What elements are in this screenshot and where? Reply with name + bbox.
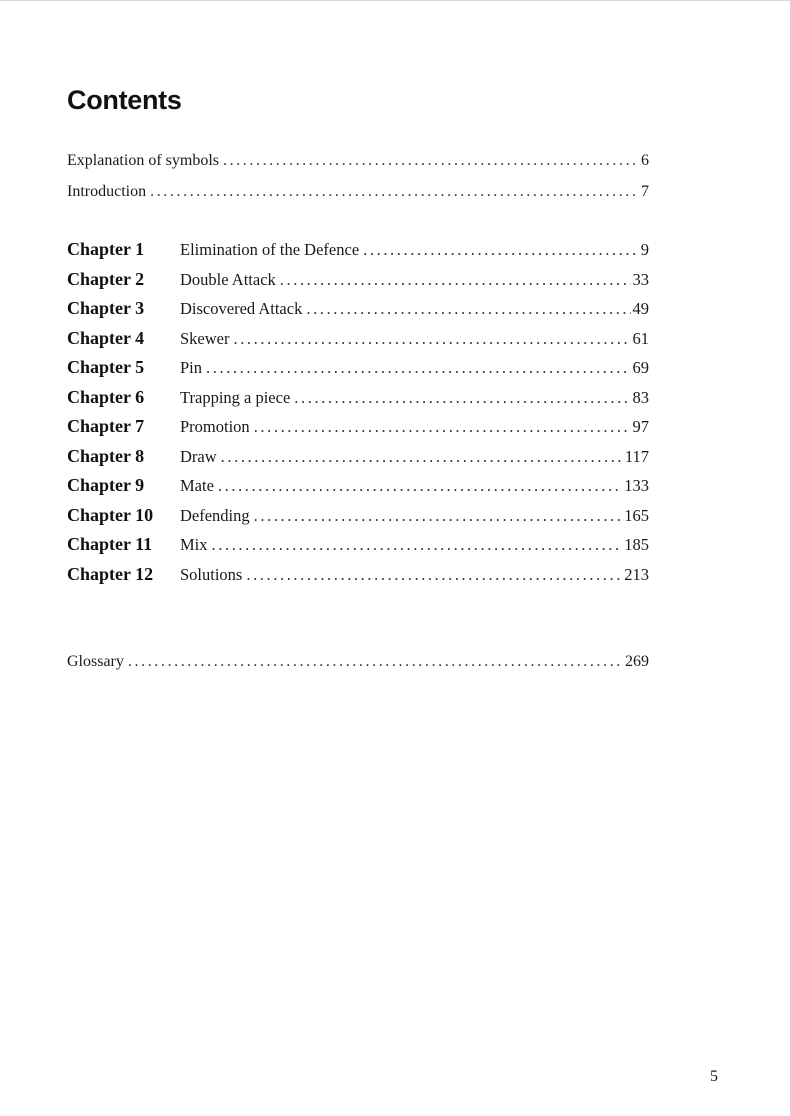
toc-entry-chapter-2[interactable]	[67, 269, 649, 299]
dot-leader	[294, 388, 630, 408]
toc-entry-title: Mate	[180, 476, 214, 495]
toc-page-number: 49	[632, 299, 649, 318]
chapter-label: Chapter 10	[67, 504, 154, 525]
chapter-label: Chapter 6	[67, 386, 145, 407]
chapter-label: Chapter 3	[67, 298, 145, 318]
toc-entry-title: Elimination of the Defence	[180, 240, 360, 259]
toc-page-number: 117	[624, 446, 649, 466]
dot-leader	[246, 565, 622, 585]
toc-page-number: 269	[625, 653, 649, 670]
toc-entry-explanation-of-symbols[interactable]	[67, 152, 649, 183]
toc-entry-title: Glossary	[67, 653, 124, 670]
toc-page-number: 33	[632, 269, 649, 289]
toc-entry-title: Explanation of symbols	[67, 152, 219, 169]
toc-entry-chapter-7[interactable]	[67, 416, 649, 446]
toc-entry-chapter-3[interactable]	[67, 298, 649, 328]
front-matter-list	[67, 152, 649, 213]
toc-entry-introduction[interactable]	[67, 183, 649, 214]
dot-leader	[363, 240, 639, 260]
dot-leader	[128, 653, 623, 671]
chapter-label: Chapter 2	[67, 268, 145, 289]
page-title: Contents	[67, 85, 182, 115]
chapter-label: Chapter 9	[67, 475, 145, 495]
toc-page-number: 97	[632, 417, 649, 436]
toc-entry-title: Introduction	[67, 182, 147, 200]
toc-page-number: 9	[640, 240, 649, 259]
toc-entry-title: Mix	[180, 535, 208, 554]
chapter-label: Chapter 4	[67, 327, 145, 348]
toc-entry-chapter-10[interactable]	[67, 505, 649, 535]
toc-entry-title: Double Attack	[180, 269, 276, 289]
toc-entry-title: Promotion	[180, 417, 250, 436]
dot-leader	[280, 270, 631, 290]
toc-entry-chapter-6[interactable]	[67, 387, 649, 417]
dot-leader	[306, 299, 630, 319]
toc-page-number: 61	[632, 328, 649, 348]
toc-page-number: 69	[632, 358, 649, 377]
toc-entry-chapter-1[interactable]	[67, 239, 649, 269]
toc-page-number: 83	[632, 387, 649, 407]
dot-leader	[254, 506, 623, 526]
dot-leader	[212, 535, 623, 555]
dot-leader	[233, 329, 630, 349]
dot-leader	[221, 447, 623, 467]
toc-entry-title: Solutions	[180, 564, 243, 584]
toc-entry-title: Defending	[180, 505, 250, 525]
toc-entry-title: Trapping a piece	[180, 387, 291, 407]
chapter-label: Chapter 11	[67, 534, 153, 554]
toc-entry-chapter-9[interactable]	[67, 475, 649, 505]
toc-entry-title: Discovered Attack	[180, 299, 303, 318]
dot-leader	[150, 183, 639, 201]
toc-page-number: 185	[624, 535, 649, 554]
dot-leader	[254, 417, 631, 437]
toc-entry-glossary[interactable]	[67, 653, 649, 684]
toc-page-number: 213	[624, 564, 649, 584]
chapter-label: Chapter 1	[67, 239, 145, 259]
toc-page-number: 133	[624, 476, 649, 495]
chapter-label: Chapter 5	[67, 357, 145, 377]
back-matter-list	[67, 653, 649, 684]
page-number-footer: 5	[710, 1068, 718, 1085]
chapter-label: Chapter 12	[67, 563, 154, 584]
dot-leader	[218, 476, 622, 496]
toc-entry-chapter-12[interactable]	[67, 564, 649, 594]
dot-leader	[223, 152, 639, 170]
toc-page-number: 6	[641, 152, 649, 169]
dot-leader	[206, 358, 630, 378]
chapter-label: Chapter 7	[67, 416, 145, 436]
toc-page-number: 7	[641, 182, 649, 200]
toc-entry-chapter-5[interactable]	[67, 357, 649, 387]
toc-entry-chapter-4[interactable]	[67, 328, 649, 358]
toc-entry-title: Draw	[180, 446, 217, 466]
toc-entry-chapter-8[interactable]	[67, 446, 649, 476]
chapter-list	[67, 239, 649, 593]
toc-entry-chapter-11[interactable]	[67, 534, 649, 564]
toc-page-number: 165	[624, 505, 649, 525]
toc-entry-title: Skewer	[180, 328, 230, 348]
toc-entry-title: Pin	[180, 358, 203, 377]
chapter-label: Chapter 8	[67, 445, 145, 466]
